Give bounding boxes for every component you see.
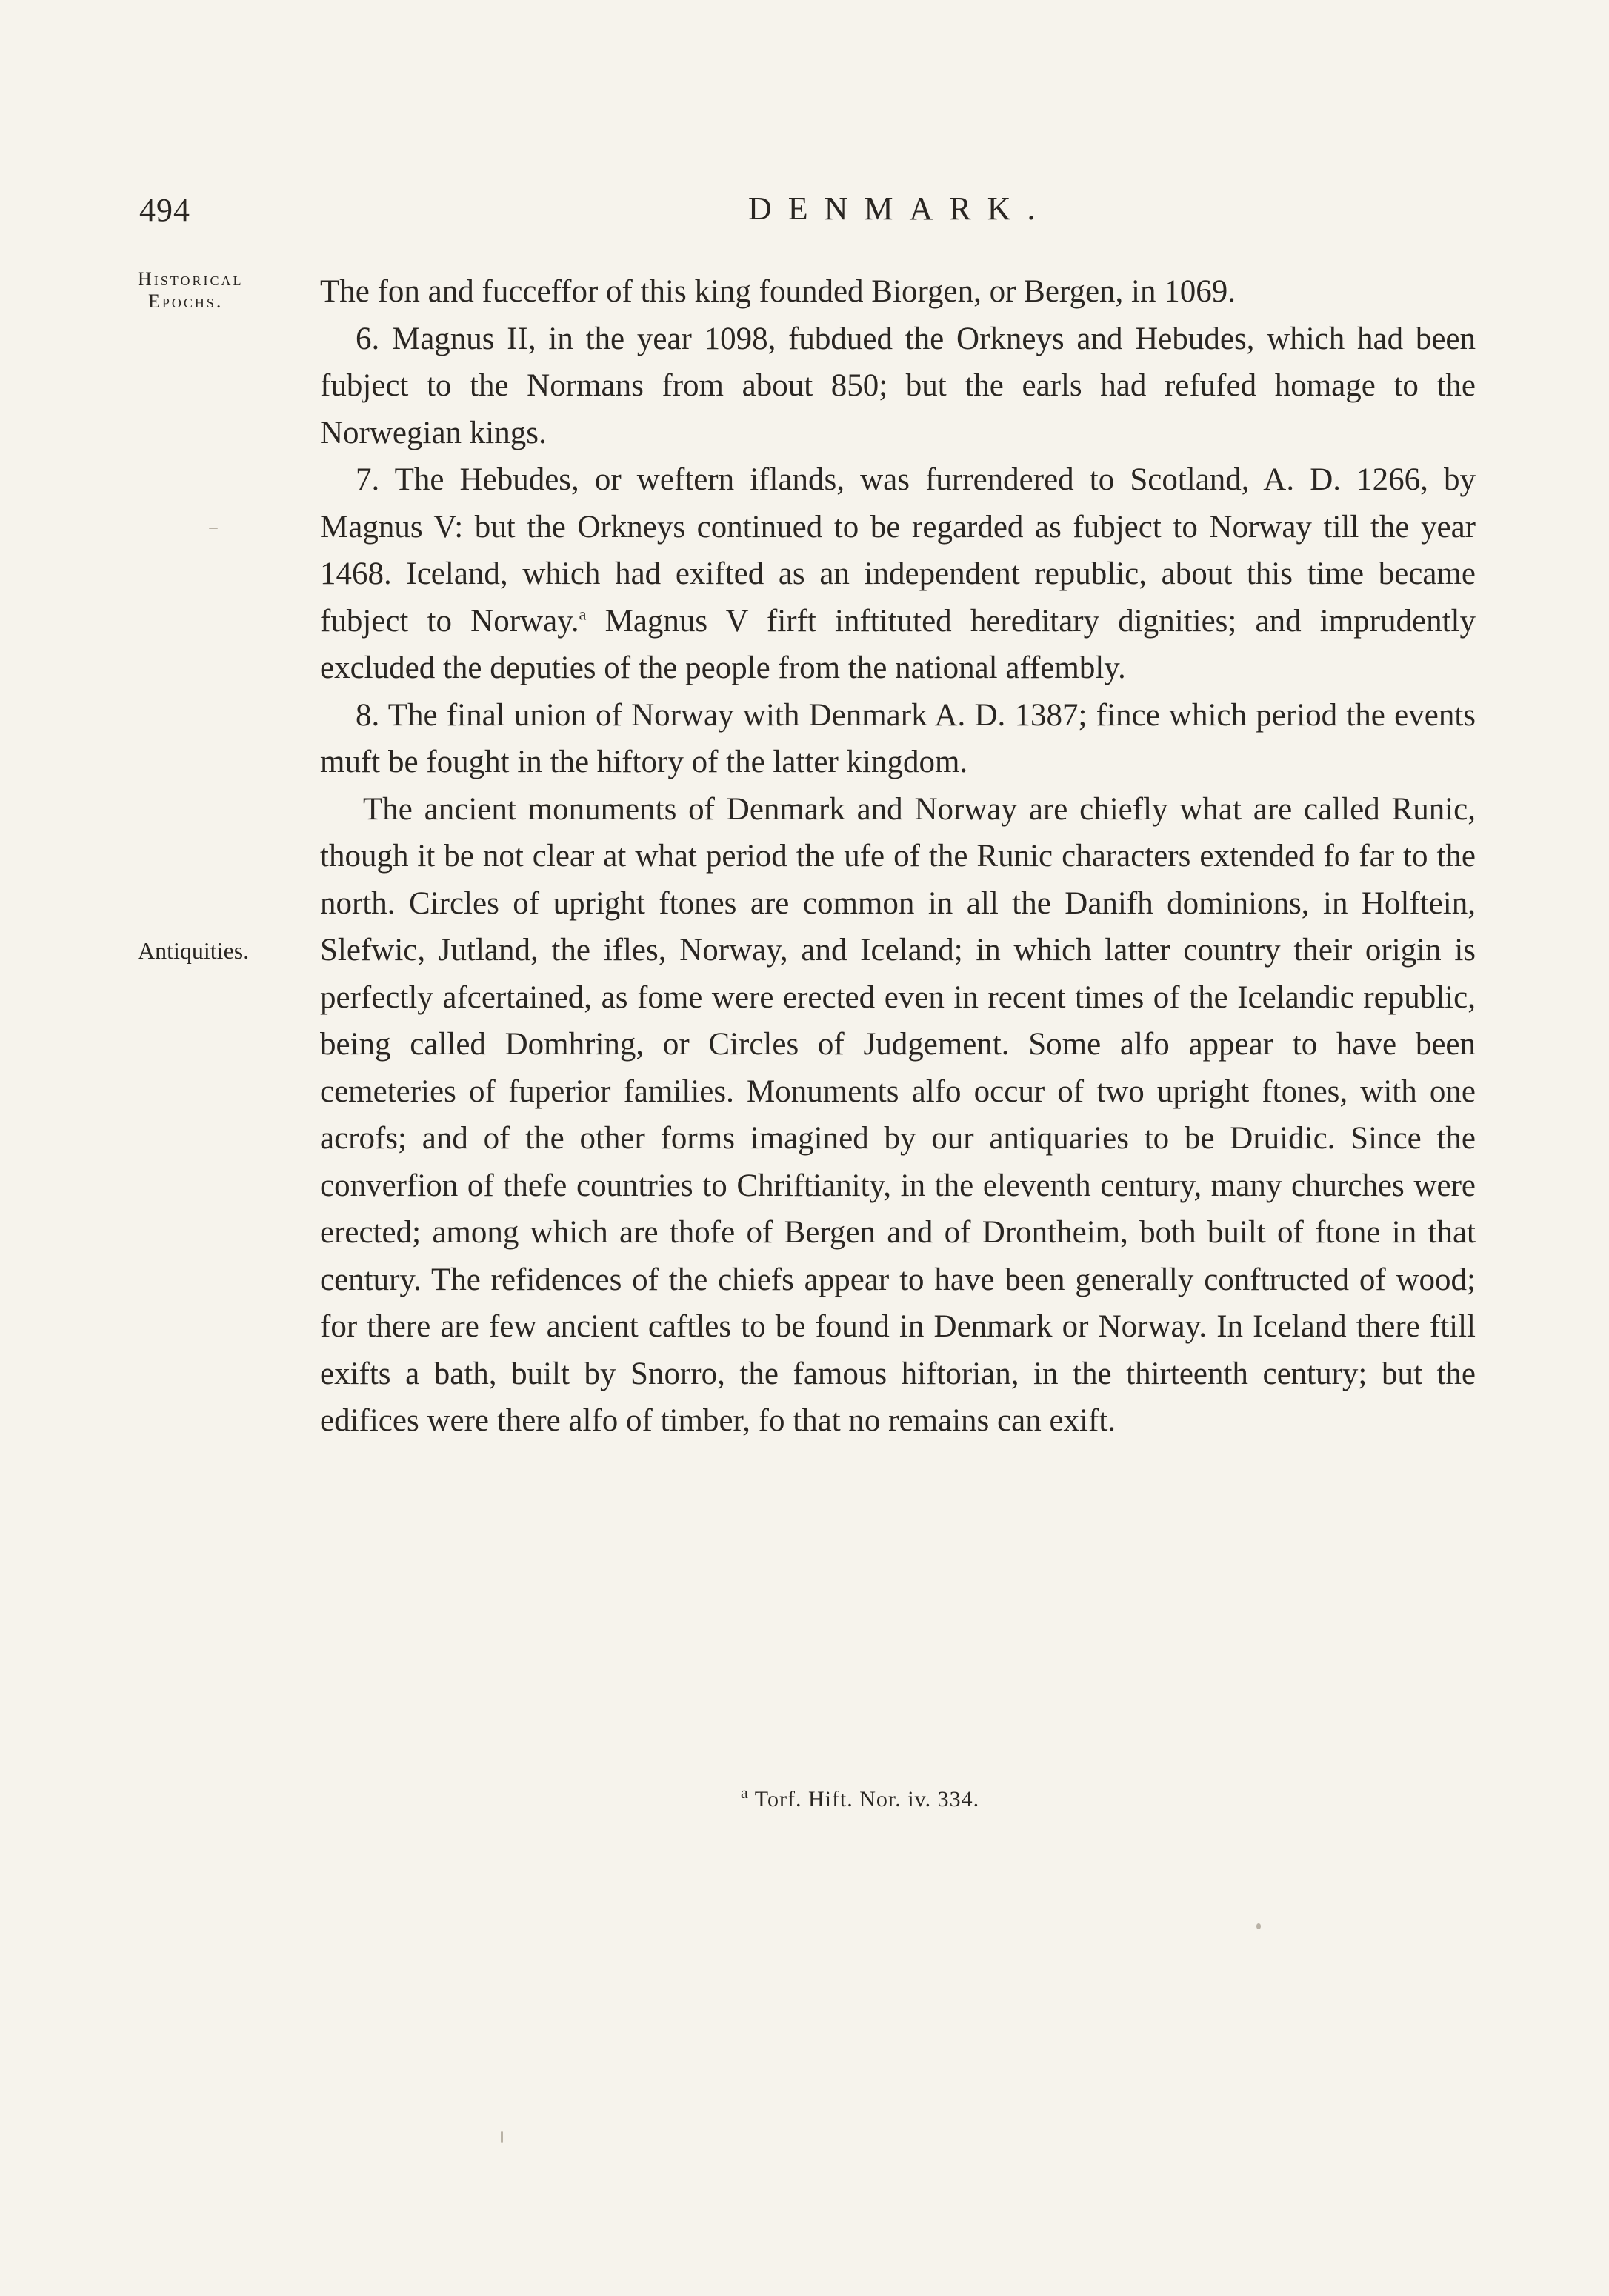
paragraph-text: Magnus V firft inftituted hereditary dignities; and imprudently excluded the deputies of the people from the national affembly. bbox=[320, 603, 1476, 685]
running-title: DENMARK. bbox=[748, 190, 1052, 227]
paragraph: 8. The final union of Norway with Denmark A. D. 1387; fince which period the events muft be fought in the hiftory of the latter kingdom. bbox=[320, 697, 1476, 779]
paper-speck bbox=[209, 528, 218, 529]
paragraph: The ancient monuments of Denmark and Norway are chiefly what are called Runic, though it be not clear at what period the ufe of the Runic characters extended fo far to the north. Circles of upright ftones are common in all the Danifh dominions, in Holftein, Slefwic, Jutland, the ifles, Norway, and Iceland; in which latter country their origin is perfectly afcertained, as fome were erected even in recent times of the Icelandic republic, being called Domhring, or Circles of Judgement. Some alfo appear to have been cemeteries of fuperior families. Monuments alfo occur of two upright ftones, with one acrofs; and of the other forms imagined by our antiquaries to be Druidic. Since the converfion of thefe countries to Chriftianity, in the eleventh century, many churches were erected; among which are thofe of Bergen and of Drontheim, both built of ftone in that century. The refidences of the chiefs appear to have been generally conftructed of wood; for there are few ancient caftles to be found in Denmark or Norway. In Iceland there ftill exifts a bath, built by Snorro, the famous hiftorian, in the thirteenth century; but the edifices were there alfo of timber, fo that no remains can exift. bbox=[320, 791, 1476, 1438]
footnote-reference: a bbox=[579, 605, 587, 624]
paragraph-text: 7. The Hebudes, or weftern iflands, was furrendered to Scotland, A. D. 1266, by Magnus V: but the Orkneys continued to be regarded as fubject to Norway till the year 1468. Iceland, which had exifted as an independent republic, about this time became fubject to Norway. bbox=[320, 462, 1476, 639]
margin-note-line: Epochs. bbox=[148, 290, 224, 312]
footnote bbox=[741, 1783, 980, 1812]
margin-note-historical-epochs bbox=[138, 268, 243, 313]
paragraph: The fon and fucceffor of this king founded Biorgen, or Bergen, in 1069. bbox=[320, 274, 1236, 309]
paper-speck bbox=[501, 2131, 503, 2143]
paper-speck bbox=[1256, 1923, 1261, 1929]
footnote-text: Torf. Hift. Nor. iv. 334. bbox=[754, 1787, 980, 1811]
margin-note-antiquities: Antiquities. bbox=[138, 937, 250, 964]
paragraph bbox=[320, 456, 1476, 692]
page-number: 494 bbox=[139, 192, 190, 228]
paragraph: 6. Magnus II, in the year 1098, fubdued the Orkneys and Hebudes, which had been fubject to the Normans from about 850; but the earls had refufed homage to the Norwegian kings. bbox=[320, 321, 1476, 450]
main-text bbox=[320, 268, 1476, 1445]
footnote-marker: a bbox=[741, 1783, 749, 1802]
margin-note-line: Historical bbox=[138, 268, 244, 290]
